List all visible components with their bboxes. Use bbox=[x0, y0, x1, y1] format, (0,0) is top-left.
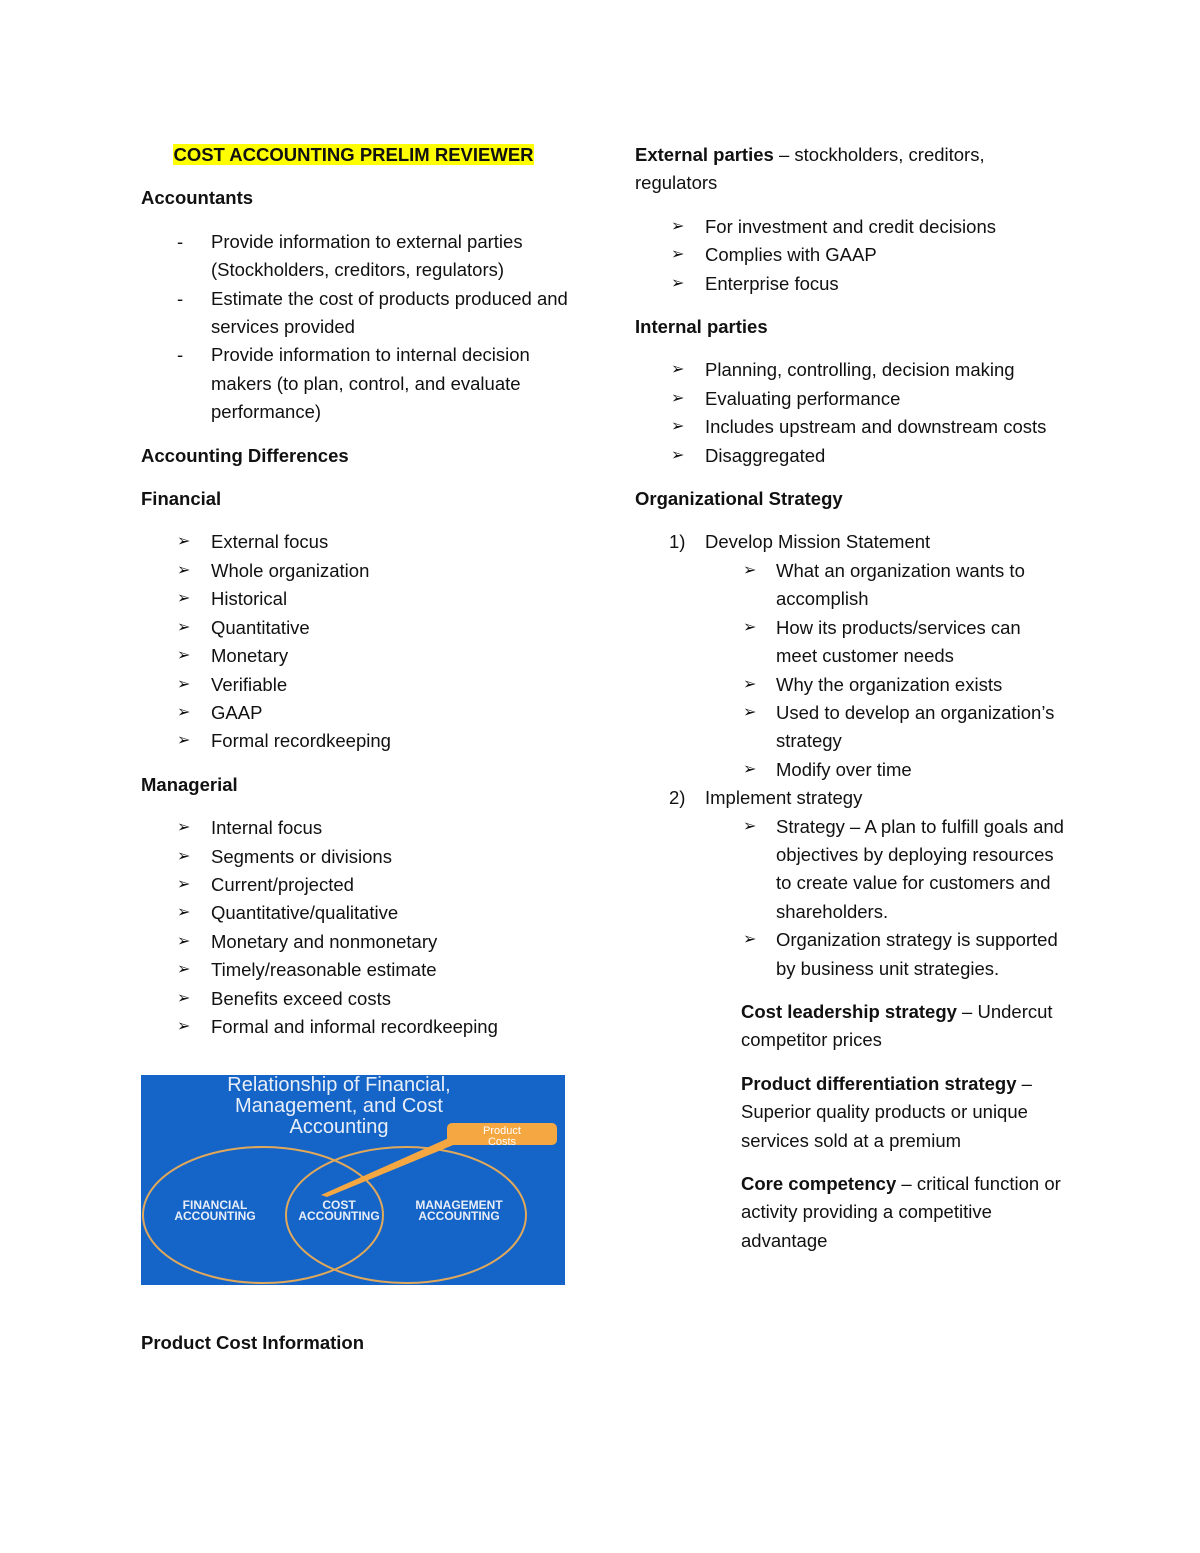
step-label: Implement strategy bbox=[705, 787, 863, 809]
list-item: ➢ Strategy – A plan to fulfill goals and objectives by deploying resources to create value for customers and shareholders. bbox=[635, 813, 1065, 927]
list-item: ➢ Timely/reasonable estimate bbox=[141, 956, 581, 984]
definition-text: – Superior quality products or unique services sold at a premium bbox=[741, 1072, 1032, 1151]
list-item: ➢ Disaggregated bbox=[635, 442, 1065, 470]
financial-list bbox=[141, 528, 581, 755]
strategy-steps bbox=[635, 528, 1065, 556]
managerial-list bbox=[141, 814, 581, 1041]
list-item: ➢ Monetary bbox=[141, 642, 581, 670]
list-item: ➢ Whole organization bbox=[141, 557, 581, 585]
step-1-list bbox=[635, 557, 1065, 784]
differences-heading: Accounting Differences bbox=[141, 444, 349, 466]
definition-product-differentiation bbox=[635, 1070, 1065, 1155]
diagram-title-line-2: Management, and Cost bbox=[235, 1095, 443, 1117]
definition-term: Core competency bbox=[741, 1173, 897, 1194]
step-label: Develop Mission Statement bbox=[705, 531, 931, 553]
list-item: ➢ Used to develop an organization’s strategy bbox=[635, 699, 1065, 756]
management-accounting-label-2: ACCOUNTING bbox=[418, 1209, 500, 1223]
definition-term: Product differentiation strategy bbox=[741, 1072, 1017, 1094]
list-item: ➢ Segments or divisions bbox=[141, 843, 581, 871]
list-item: ➢ GAAP bbox=[141, 699, 581, 727]
step-number: 2) bbox=[669, 787, 686, 809]
list-item: ➢ Organization strategy is supported by business unit strategies. bbox=[635, 926, 1065, 983]
definition-core-competency bbox=[635, 1170, 1065, 1255]
diagram-title-line-3: Accounting bbox=[289, 1116, 389, 1138]
callout-line-1: Product bbox=[483, 1125, 521, 1137]
accountants-list bbox=[141, 228, 581, 427]
financial-heading: Financial bbox=[141, 488, 222, 510]
financial-accounting-label-1: FINANCIAL bbox=[182, 1198, 248, 1212]
diagram-title-line-1: Relationship of Financial, bbox=[227, 1075, 451, 1096]
list-item: ➢ Why the organization exists bbox=[635, 671, 1065, 699]
list-item: ➢ Benefits exceed costs bbox=[141, 985, 581, 1013]
list-item: ➢ Verifiable bbox=[141, 671, 581, 699]
list-item: - Provide information to external parties (Stockholders, creditors, regulators) bbox=[141, 228, 581, 285]
managerial-heading: Managerial bbox=[141, 773, 238, 795]
right-column bbox=[635, 141, 1065, 1255]
list-item: ➢ Evaluating performance bbox=[635, 385, 1065, 413]
definition-cost-leadership bbox=[635, 998, 1065, 1055]
cost-accounting-label-1: COST bbox=[322, 1198, 356, 1212]
list-item: - Estimate the cost of products produced and services provided bbox=[141, 285, 581, 342]
internal-parties-heading: Internal parties bbox=[635, 316, 768, 338]
definition-text: – Undercut competitor prices bbox=[741, 1000, 1053, 1051]
callout-line-2: Costs bbox=[487, 1136, 517, 1148]
financial-accounting-label-2: ACCOUNTING bbox=[174, 1209, 256, 1223]
list-item: ➢ For investment and credit decisions bbox=[635, 213, 1065, 241]
strategy-steps-2 bbox=[635, 784, 1065, 812]
list-item: - Provide information to internal decision makers (to plan, control, and evaluate performance) bbox=[141, 341, 581, 426]
list-item: ➢ Formal and informal recordkeeping bbox=[141, 1013, 581, 1041]
relationship-diagram bbox=[141, 1075, 565, 1285]
internal-list bbox=[635, 356, 1065, 470]
list-item: ➢ Includes upstream and downstream costs bbox=[635, 413, 1065, 441]
external-parties-label: External parties bbox=[635, 144, 774, 165]
definition-text: – critical function or activity providing a competitive advantage bbox=[741, 1173, 1061, 1251]
list-item: ➢ Formal recordkeeping bbox=[141, 727, 581, 755]
accountants-heading: Accountants bbox=[141, 187, 254, 209]
list-item: ➢ Quantitative bbox=[141, 614, 581, 642]
strategy-step-2 bbox=[635, 784, 1065, 812]
step-2-list bbox=[635, 813, 1065, 983]
left-column bbox=[141, 141, 581, 1041]
management-accounting-label-1: MANAGEMENT bbox=[415, 1198, 503, 1212]
document-title: COST ACCOUNTING PRELIM REVIEWER bbox=[173, 144, 534, 165]
list-item: ➢ Current/projected bbox=[141, 871, 581, 899]
external-parties-line bbox=[635, 141, 1065, 198]
list-item: ➢ What an organization wants to accomplish bbox=[635, 557, 1065, 614]
product-cost-heading: Product Cost Information bbox=[141, 1332, 365, 1353]
external-parties-text: – stockholders, creditors, regulators bbox=[635, 144, 985, 194]
list-item: ➢ How its products/services can meet customer needs bbox=[635, 614, 1065, 671]
strategy-step-1 bbox=[635, 528, 1065, 556]
list-item: ➢ Planning, controlling, decision making bbox=[635, 356, 1065, 384]
list-item: ➢ Complies with GAAP bbox=[635, 241, 1065, 269]
list-item: ➢ Enterprise focus bbox=[635, 270, 1065, 298]
list-item: ➢ Internal focus bbox=[141, 814, 581, 842]
definition-term: Cost leadership strategy bbox=[741, 1000, 957, 1022]
cost-accounting-label-2: ACCOUNTING bbox=[298, 1209, 380, 1223]
external-list bbox=[635, 213, 1065, 298]
list-item: ➢ Modify over time bbox=[635, 756, 1065, 784]
step-number: 1) bbox=[669, 531, 686, 553]
strategy-heading: Organizational Strategy bbox=[635, 488, 843, 510]
list-item: ➢ Quantitative/qualitative bbox=[141, 899, 581, 927]
list-item: ➢ Historical bbox=[141, 585, 581, 613]
list-item: ➢ Monetary and nonmonetary bbox=[141, 928, 581, 956]
list-item: ➢ External focus bbox=[141, 528, 581, 556]
